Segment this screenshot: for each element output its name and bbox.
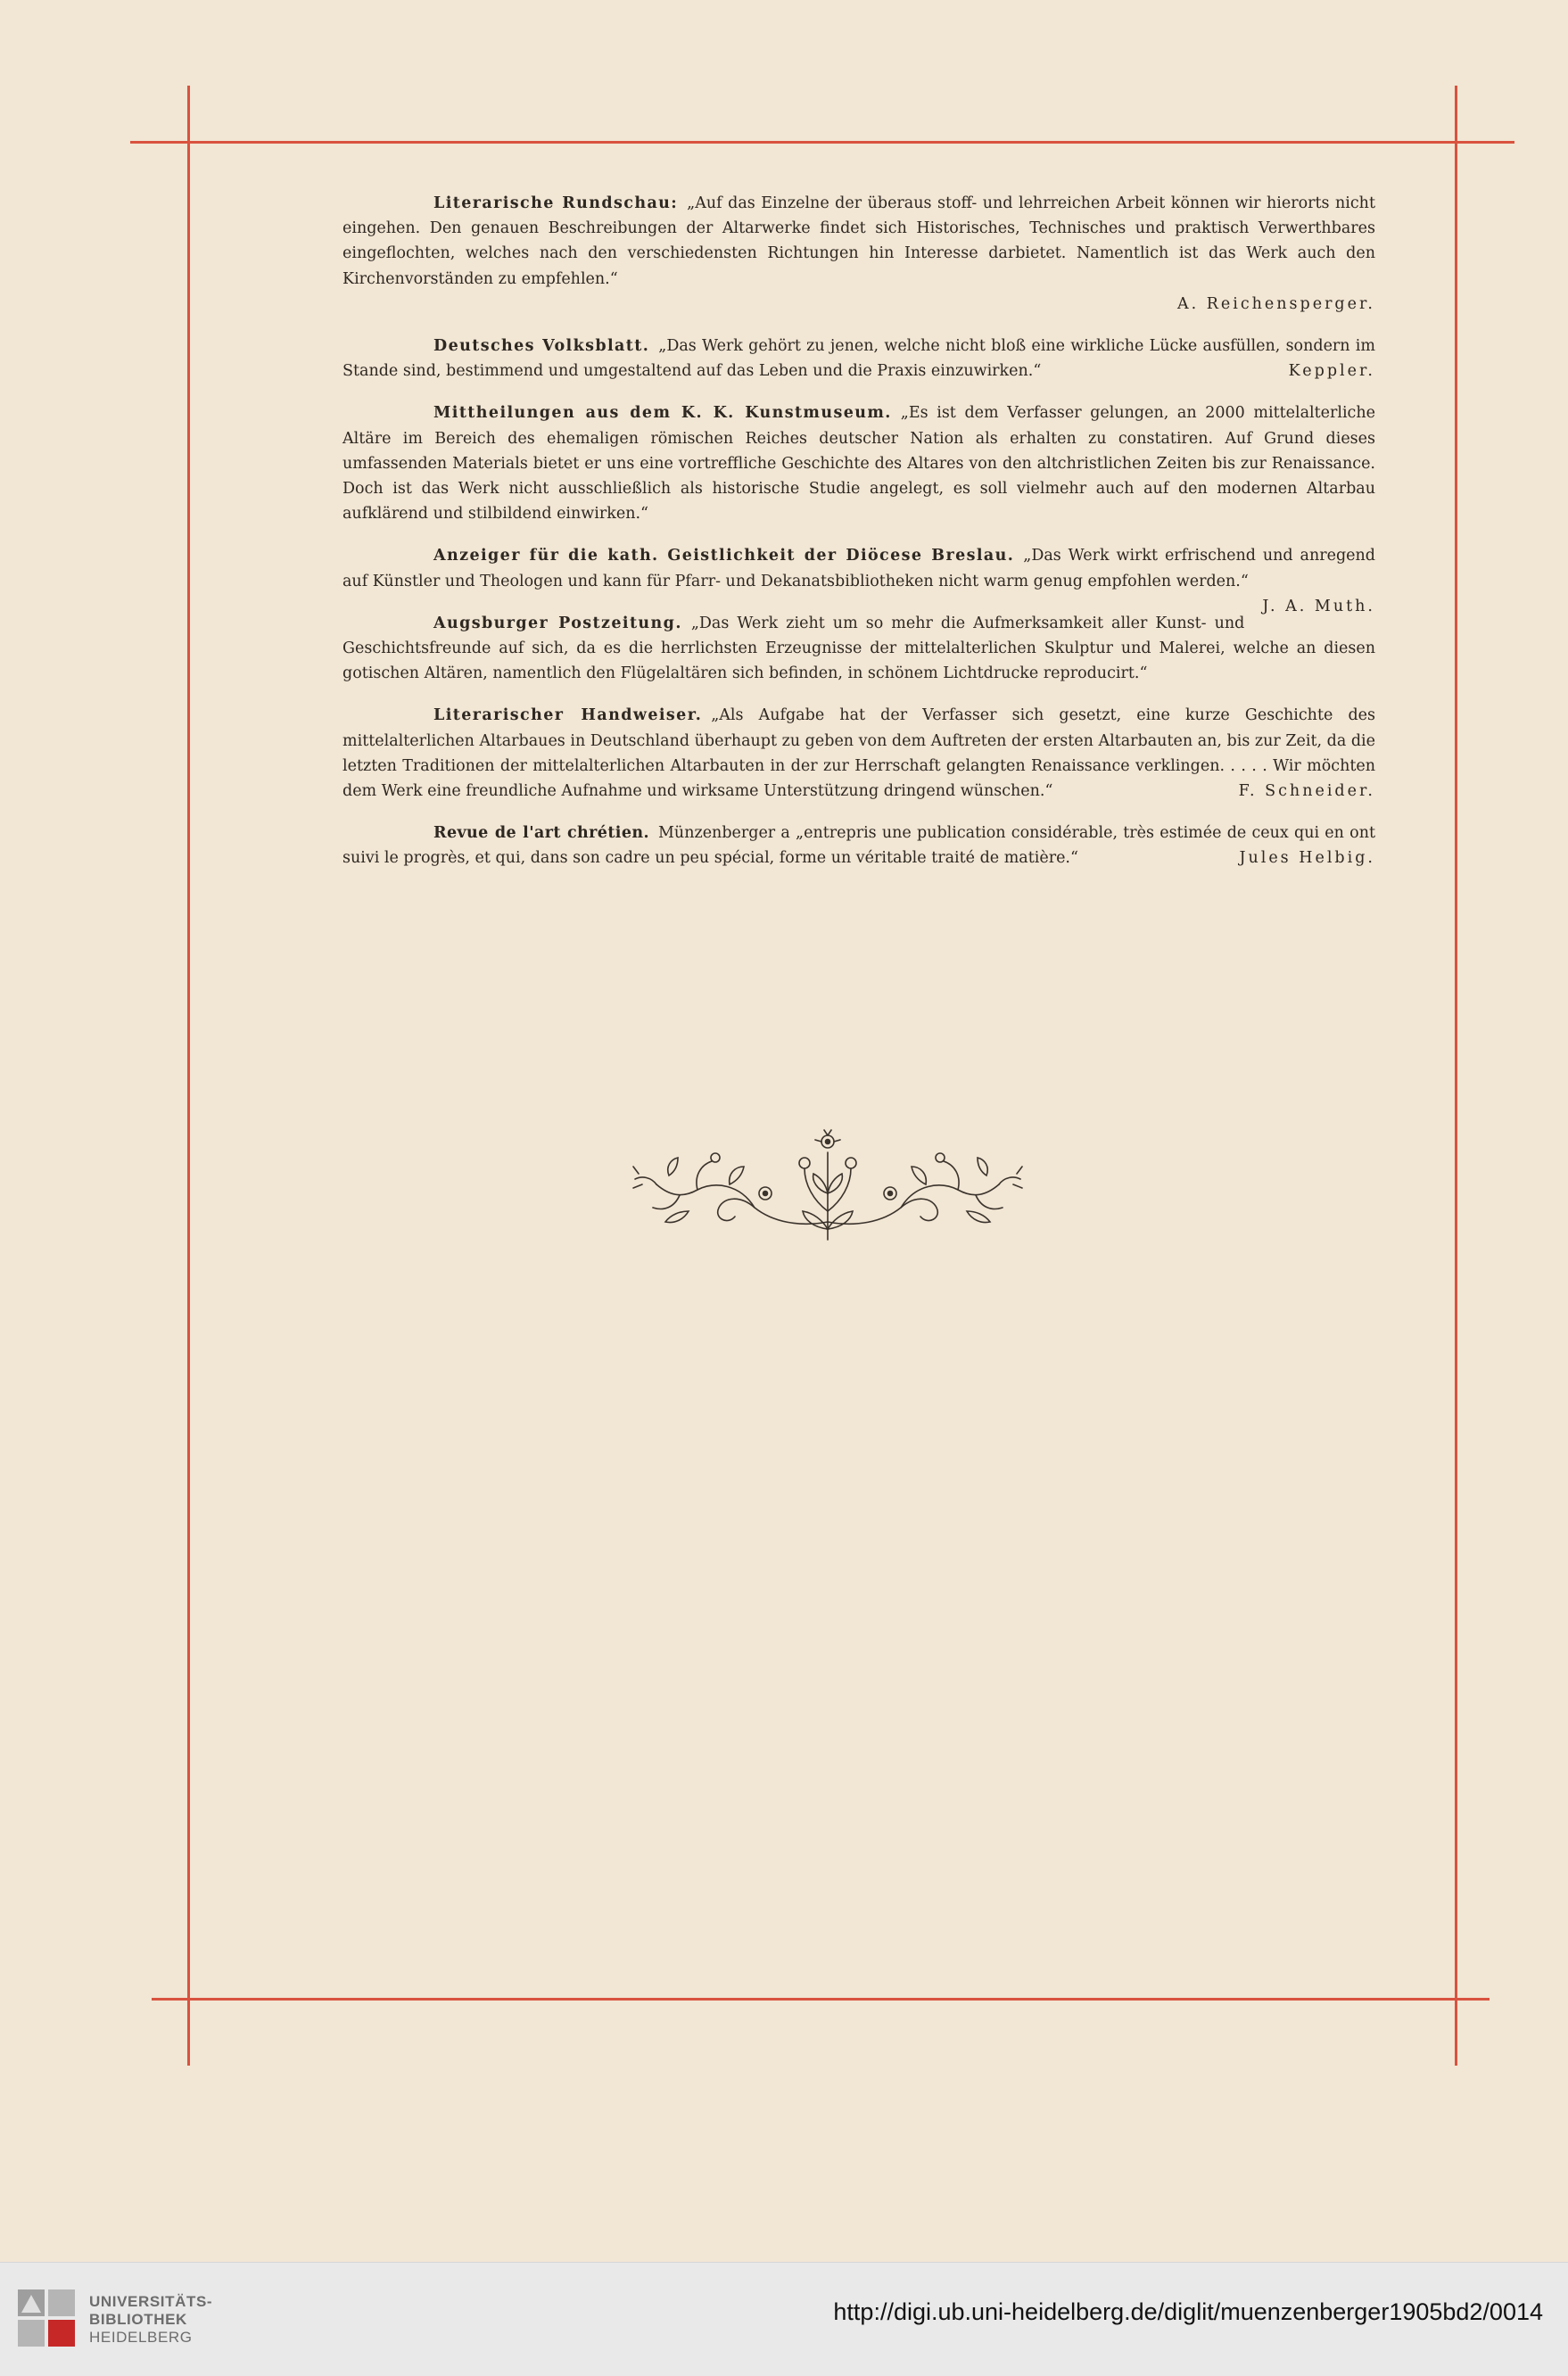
left-rule xyxy=(187,86,190,2066)
review-source: Deutsches Volksblatt. xyxy=(433,337,650,356)
library-name-line1: UNIVERSITÄTS- xyxy=(89,2293,213,2310)
review-source: Anzeiger für die kath. Geistlichkeit der Diöcese Breslau. xyxy=(433,547,1015,565)
review-quote: „Das Werk zieht um so mehr die Aufmerksamkeit aller Kunst- und Geschichtsfreunde auf sich, da es die herrlichsten Erzeugnisse der mittelalterlichen Skulptur und Malerei, welche an diesen gotischen Altären, namentlich den Flügelaltären sich befinden, in schönem Lichtdrucke reproducirt.“ xyxy=(342,614,1375,683)
review-entry xyxy=(342,543,1375,615)
review-author: A. Reichensperger. xyxy=(1176,294,1375,313)
library-name-line3: HEIDELBERG xyxy=(89,2329,193,2346)
review-quote: Münzenberger a „entrepris une publication considérable, très estimée de ceux qui en ont suivi le progrès, et qui, dans son cadre un peu spécial, forme un véritable traité de matière.“ xyxy=(342,824,1376,868)
review-source: Literarischer Handweiser. xyxy=(433,706,703,725)
bottom-rule xyxy=(152,1998,1490,2001)
review-quote: „Das Werk gehört zu jenen, welche nicht bloß eine wirkliche Lücke ausfüllen, sondern im Stande sind, bestimmend und umgestaltend auf das Leben und die Praxis einzuwirken.“ xyxy=(342,337,1375,381)
right-rule xyxy=(1455,86,1457,2066)
review-entry xyxy=(342,400,1375,526)
review-entry xyxy=(342,334,1375,384)
review-source: Augsburger Postzeitung. xyxy=(433,614,682,632)
review-entry xyxy=(342,703,1375,804)
review-source: Mittheilungen aus dem K. K. Kunstmuseum. xyxy=(433,404,892,423)
review-author: Keppler. xyxy=(1288,362,1375,381)
reviews-text xyxy=(342,191,1375,888)
review-entry xyxy=(342,611,1375,687)
review-author: J. A. Muth. xyxy=(1262,597,1375,615)
review-source: Literarische Rundschau: xyxy=(433,194,679,212)
review-entry xyxy=(342,821,1375,870)
university-library-logo xyxy=(18,2289,77,2354)
permalink-url[interactable]: http://digi.ub.uni-heidelberg.de/diglit/muenzenberger1905bd2/0014 xyxy=(833,2298,1543,2325)
review-entry xyxy=(342,191,1375,317)
library-name xyxy=(89,2293,212,2347)
review-quote: „Als Aufgabe hat der Verfasser sich gesetzt, eine kurze Geschichte des mittelalterlichen Altarbaues in Deutschland überhaupt zu geben von dem Auftreten der ersten Altarbauten an, bis zur Zeit, da die letzten Traditionen der mittelalterlichen Altarbauten in der zur Herrschaft gelangten Renaissance verklingen. . . . . Wir möchten dem Werk eine freundliche Aufnahme und wirksame Unterstützung dringend wünschen.“ xyxy=(342,706,1375,801)
floral-vignette-icon xyxy=(630,1122,1026,1245)
review-author: Jules Helbig. xyxy=(1239,849,1375,868)
review-author: F. Schneider. xyxy=(1238,782,1375,801)
review-quote: „Das Werk wirkt erfrischend und anregend auf Künstler und Theologen und kann für Pfarr- und Dekanatsbibliotheken nicht warm genug empfohlen werden.“ xyxy=(342,547,1375,590)
top-rule xyxy=(130,141,1514,144)
footer-bar xyxy=(0,2262,1568,2376)
review-source: Revue de l'art chrétien. xyxy=(433,824,650,843)
review-quote: „Auf das Einzelne der überaus stoff- und lehrreichen Arbeit können wir hierorts nicht eingehen. Den genauen Beschreibungen der Altarwerke findet sich Historisches, Technisches und praktisch Verwerthbares eingeflochten, welches nach den verschiedensten Richtungen hin Interesse darbietet. Namentlich ist das Werk auch den Kirchenvorständen zu empfehlen.“ xyxy=(342,194,1375,288)
review-quote: „Es ist dem Verfasser gelungen, an 2000 mittelalterliche Altäre im Bereich des ehemaligen römischen Reiches deutscher Nation als erhalten zu constatiren. Auf Grund dieses umfassenden Materials bietet er uns eine vortreffliche Geschichte des Altares von den altchristlichen Zeiten bis zur Renaissance. Doch ist das Werk nicht ausschließlich als historische Studie angelegt, es soll vielmehr auch auf den modernen Altarbau aufklärend und stilbildend einwirken.“ xyxy=(342,404,1375,524)
library-name-line2: BIBLIOTHEK xyxy=(89,2311,187,2328)
